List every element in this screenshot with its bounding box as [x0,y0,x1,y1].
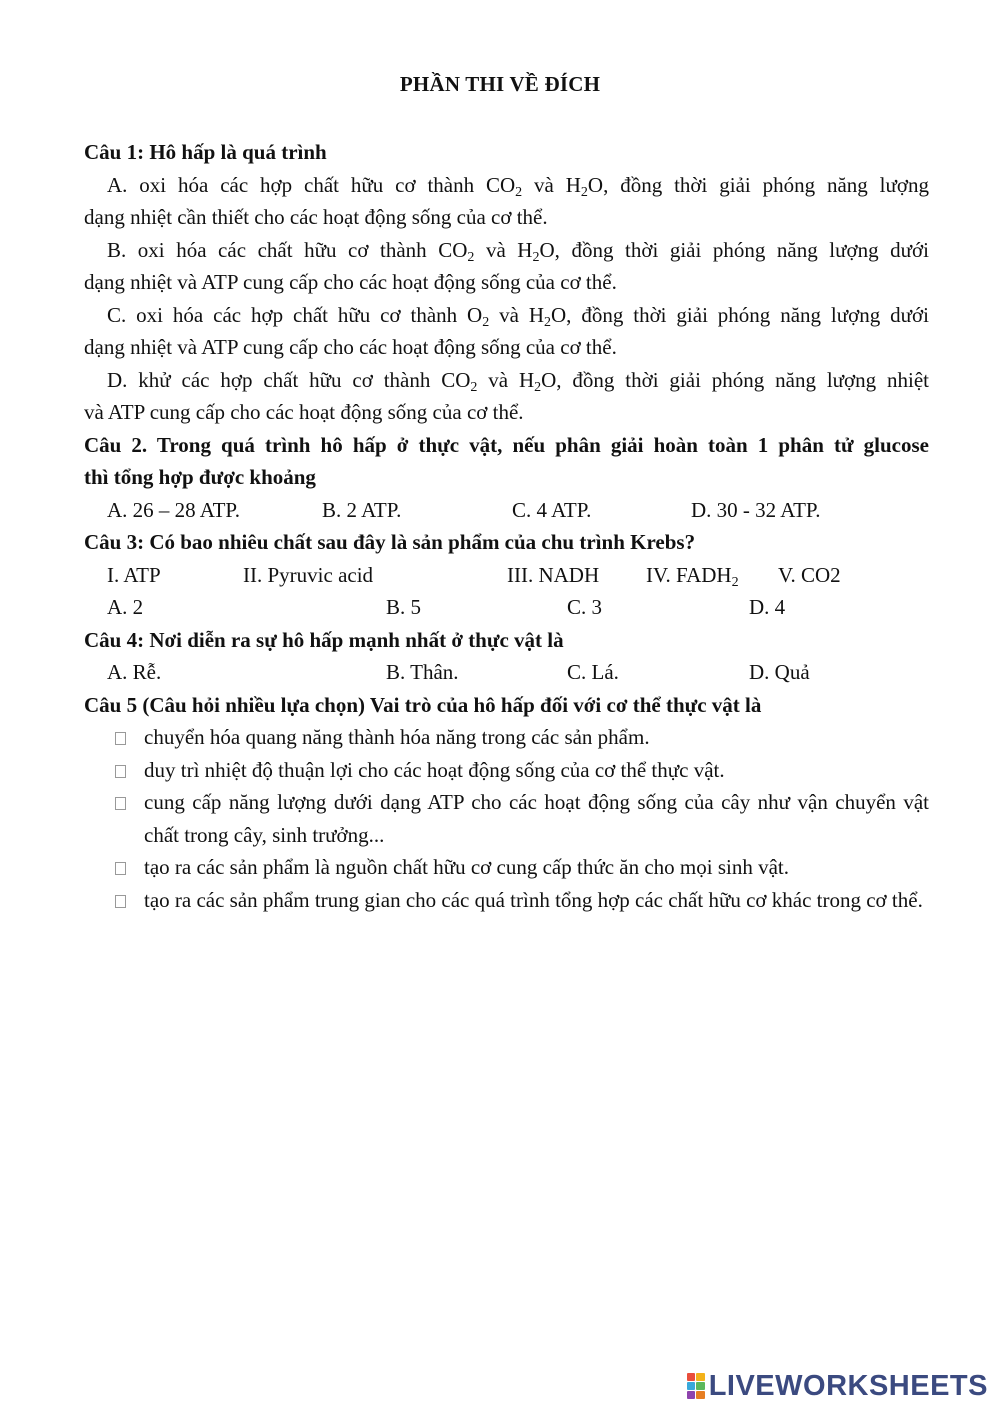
q3-item-1: I. ATP [107,562,161,587]
q4-option-a[interactable]: A. Rễ. [107,660,162,684]
q4-option-b[interactable]: B. Thân. [386,660,459,684]
q5-option-3[interactable]: cung cấp năng lượng dưới dạng ATP cho các hoạt động sống của cây như vận chuyển vật chất trong cây, sinh trưởng... [84,786,929,851]
q5-option-2[interactable]: duy trì nhiệt độ thuận lợi cho các hoạt động sống của cơ thể thực vật. [84,754,929,787]
logo-icon [687,1373,705,1399]
q3-items-row [84,559,929,592]
q3-item-4: IV. $FADH_2$ [646,562,739,590]
question-1-heading: Câu 1: Hô hấp là quá trình [84,140,327,164]
worksheet-content [84,136,929,916]
q3-item-2: II. Pyruvic acid [243,562,374,587]
q1-option-c-line2: dạng nhiệt và ATP cung cấp cho các hoạt động sống của cơ thể. [84,335,617,359]
q3-item-3: III. NADH [507,562,600,587]
q3-option-c[interactable]: C. 3 [567,595,603,619]
logo-text: LIVEWORKSHEETS [708,1369,988,1402]
q3-option-a[interactable]: A. 2 [107,595,144,619]
q2-option-d[interactable]: D. 30 - 32 ATP. [691,497,821,522]
question-3-heading: Câu 3: Có bao nhiêu chất sau đây là sản phẩm của chu trình Krebs? [84,530,696,554]
q1-option-d-line2: và ATP cung cấp cho các hoạt động sống của cơ thể. [84,400,524,424]
liveworksheets-logo [687,1369,988,1403]
q3-item-5: V. CO2 [778,562,841,587]
q1-option-b-line2: dạng nhiệt và ATP cung cấp cho các hoạt động sống của cơ thể. [84,270,617,294]
q2-options-row [84,494,929,527]
question-5-heading: Câu 5 (Câu hỏi nhiều lựa chọn) Vai trò của hô hấp đối với cơ thể thực vật là [84,692,762,717]
q3-option-d[interactable]: D. 4 [749,595,786,619]
q1-option-a-line2: dạng nhiệt cần thiết cho các hoạt động sống của cơ thể. [84,205,548,229]
q1-option-c-line1[interactable]: C. oxi hóa các hợp chất hữu cơ thành $O_2$ và $H_2O$, đồng thời giải phóng năng lượng dưới [107,302,929,330]
q2-option-a[interactable]: A. 26 – 28 ATP. [107,497,241,522]
q5-option-5[interactable]: tạo ra các sản phẩm trung gian cho các quá trình tổng hợp các chất hữu cơ khác trong cơ thể. [84,884,929,917]
checkbox-icon[interactable] [115,895,126,908]
question-2-heading-line2: thì tổng hợp được khoảng [84,465,316,489]
q4-options-row [84,656,929,689]
q4-option-d[interactable]: D. Quả [749,660,810,684]
q3-option-b[interactable]: B. 5 [386,595,422,619]
q5-option-4[interactable]: tạo ra các sản phẩm là nguồn chất hữu cơ cung cấp thức ăn cho mọi sinh vật. [84,851,929,884]
q2-option-c[interactable]: C. 4 ATP. [512,497,592,522]
q1-option-a-line1[interactable]: A. oxi hóa các hợp chất hữu cơ thành $CO_2$ và $H_2O$, đồng thời giải phóng năng lượng [107,172,929,200]
question-2-heading-line1: Câu 2. Trong quá trình hô hấp ở thực vật, nếu phân giải hoàn toàn 1 phân tử glucose [84,432,929,457]
q4-option-c[interactable]: C. Lá. [567,660,619,684]
checkbox-icon[interactable] [115,797,126,810]
q1-option-b-line1[interactable]: B. oxi hóa các chất hữu cơ thành $CO_2$ và $H_2O$, đồng thời giải phóng năng lượng dưới [107,237,929,265]
q3-options-row [84,591,929,624]
question-4-heading: Câu 4: Nơi diễn ra sự hô hấp mạnh nhất ở thực vật là [84,627,564,652]
checkbox-icon[interactable] [115,732,126,745]
q2-option-b[interactable]: B. 2 ATP. [322,497,402,522]
q5-option-1[interactable]: chuyển hóa quang năng thành hóa năng trong các sản phẩm. [84,721,929,754]
checkbox-icon[interactable] [115,862,126,875]
checkbox-icon[interactable] [115,765,126,778]
q1-option-d-line1[interactable]: D. khử các hợp chất hữu cơ thành $CO_2$ và $H_2O$, đồng thời giải phóng năng lượng nhiệt [107,367,929,395]
page-title: PHẦN THI VỀ ĐÍCH [399,72,601,96]
